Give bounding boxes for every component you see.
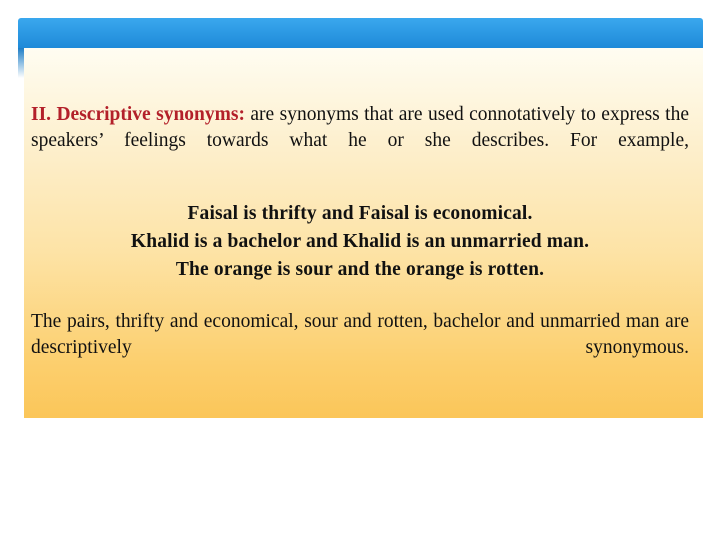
example-list [31, 200, 689, 284]
definition-paragraph [31, 102, 689, 180]
header-bar [18, 18, 703, 48]
slide-content [31, 102, 689, 387]
conclusion-paragraph: The pairs, thrifty and economical, sour and rotten, bachelor and unmarried man are descriptively synonymous. [31, 311, 689, 358]
term-label: II. Descriptive synonyms: [31, 104, 245, 125]
example-sentence: Faisal is thrifty and Faisal is economical. [187, 203, 533, 224]
example-sentence: The orange is sour and the orange is rotten. [175, 259, 545, 280]
example-sentence: Khalid is a bachelor and Khalid is an unmarried man. [130, 231, 590, 252]
definition-text: are synonyms that are used connotatively to express the speakers’ feelings towards what he or she describes. For example, [31, 104, 690, 151]
